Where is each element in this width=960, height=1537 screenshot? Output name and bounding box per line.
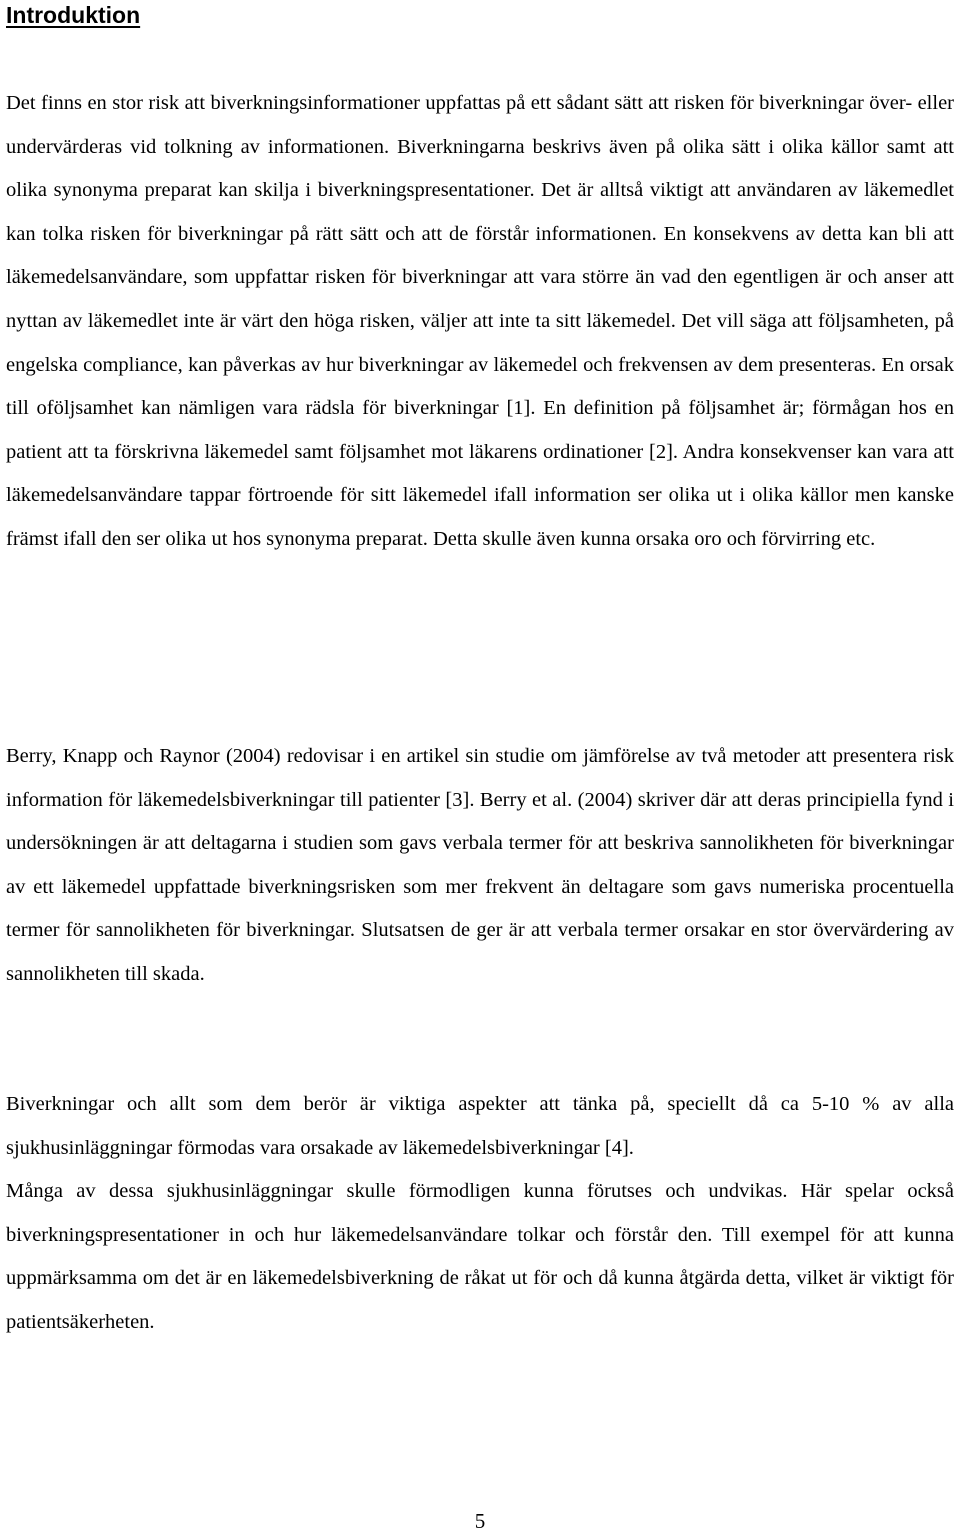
page-number: 5 (474, 1509, 486, 1533)
section-heading: Introduktion (6, 2, 141, 28)
paragraph-intro: Det finns en stor risk att biverkningsinformationer uppfattas på ett sådant sätt att risken för biverkningar över- eller undervärderas vid tolkning av informationen. Biverkningarna beskrivs även på olika sätt i olika källor samt att olika synonyma preparat kan skilja i biverkningspresentationer. Det är alltså viktigt att användaren av läkemedlet kan tolka risken för biverkningar på rätt sätt och att de förstår informationen. En konsekvens av detta kan bli att läkemedelsanvändare, som uppfattar risken för biverkningar att vara större än vad den egentligen är och anser att nyttan av läkemedlet inte är värt den höga risken, väljer att inte ta sitt läkemedel. Det vill säga att följsamheten, på engelska compliance, kan påverkas av hur biverkningar av läkemedel och frekvensen av dem presenteras. En orsak till oföljsamhet kan nämligen vara rädsla för biverkningar [1]. En definition på följsamhet är; förmågan hos en patient att ta förskrivna läkemedel samt följsamhet mot läkarens ordinationer [2]. Andra konsekvenser kan vara att läkemedelsanvändare tappar förtroende för sitt läkemedel ifall information ser olika ut i olika källor men kanske främst ifall den ser olika ut hos synonyma preparat. Detta skulle även kunna orsaka oro och förvirring etc. (6, 92, 954, 550)
paragraph-patient-safety: Många av dessa sjukhusinläggningar skulle förmodligen kunna förutses och undvikas. Här spelar också biverkningspresentationer in och hur läkemedelsanvändare tolkar och förstår den. Till exempel för att kunna uppmärksamma om det är en läkemedelsbiverkning de råkat ut för och då kunna åtgärda detta, vilket är viktigt för patientsäkerheten. (6, 1180, 954, 1333)
paragraph-group-hospital (6, 1083, 954, 1345)
paragraph-hospital-admissions: Biverkningar och allt som dem berör är viktiga aspekter att tänka på, speciellt då ca 5-10 % av alla sjukhusinläggningar förmodas vara orsakade av läkemedelsbiverkningar [4]. (6, 1093, 954, 1159)
paragraph-berry-study: Berry, Knapp och Raynor (2004) redovisar i en artikel sin studie om jämförelse av två metoder att presentera risk information för läkemedelsbiverkningar till patienter [3]. Berry et al. (2004) skriver där att deras principiella fynd i undersökningen är att deltagarna i studien som gavs verbala termer för att beskriva sannolikheten för biverkningar av ett läkemedel uppfattade biverkningsrisken som mer frekvent än deltagare som gavs numeriska procentuella termer för sannolikheten för biverkningar. Slutsatsen de ger är att verbala termer orsakar en stor övervärdering av sannolikheten till skada. (6, 745, 954, 985)
